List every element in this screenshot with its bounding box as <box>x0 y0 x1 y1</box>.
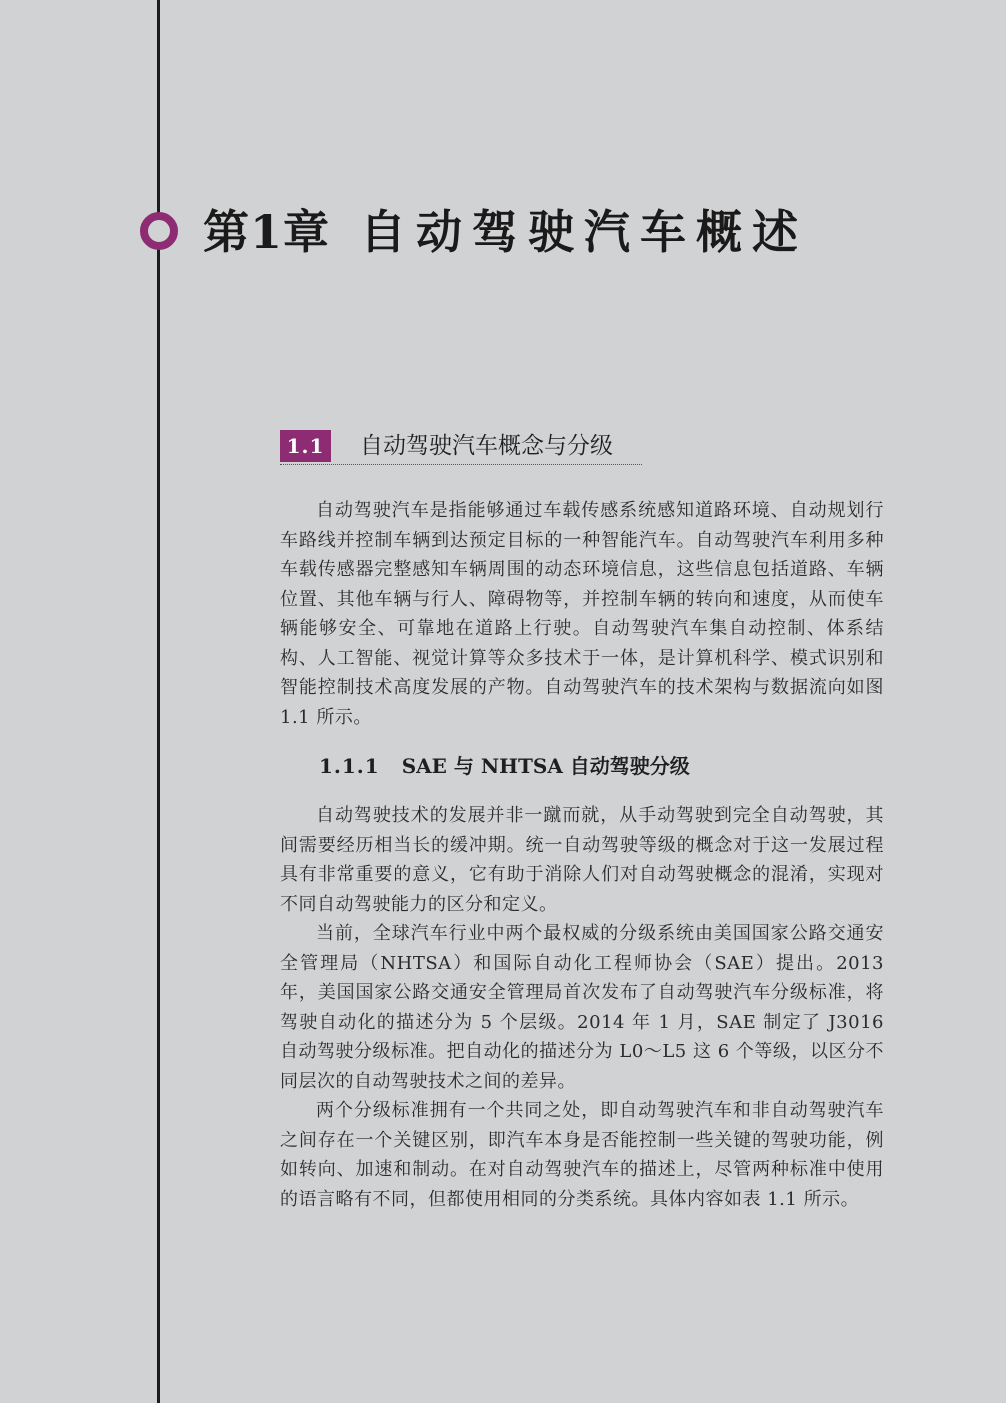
chapter-name: 自动驾驶汽车概述 <box>360 205 809 259</box>
section-number-badge: 1.1 <box>280 430 331 462</box>
body-paragraph-3: 两个分级标准拥有一个共同之处，即自动驾驶汽车和非自动驾驶汽车之间存在一个关键区别，即汽车本身是否能控制一些关键的驾驶功能，例如转向、加速和制动。在对自动驾驶汽车的描述上，尽管两种标准中使用的语言略有不同，但都使用相同的分类系统。具体内容如表 1.1 所示。 <box>280 1100 884 1210</box>
subsection-title: SAE 与 NHTSA 自动驾驶分级 <box>401 754 690 778</box>
chapter-number: 第1章 <box>203 205 331 259</box>
subsection-heading <box>319 750 690 782</box>
section-title: 自动驾驶汽车概念与分级 <box>360 433 613 459</box>
chapter-title <box>203 200 808 264</box>
body-paragraph-2: 当前，全球汽车行业中两个最权威的分级系统由美国国家公路交通安全管理局（NHTSA）和国际自动化工程师协会（SAE）提出。2013 年，美国国家公路交通安全管理局首次发布了自动驾驶汽车分级标准，将驾驶自动化的描述分为 5 个层级。2014 年 1 月，SAE 制定了 J3016 自动驾驶分级标准。把自动化的描述分为 L0～L5 这 6 个等级，以区分不同层次的自动驾驶技术之间的差异。 <box>280 923 884 1092</box>
body-paragraph-1: 自动驾驶技术的发展并非一蹴而就，从手动驾驶到完全自动驾驶，其间需要经历相当长的缓冲期。统一自动驾驶等级的概念对于这一发展过程具有非常重要的意义，它有助于消除人们对自动驾驶概念的混淆，实现对不同自动驾驶能力的区分和定义。 <box>280 805 884 915</box>
subsection-number: 1.1.1 <box>319 754 380 778</box>
section-heading <box>280 430 642 465</box>
intro-paragraph: 自动驾驶汽车是指能够通过车载传感系统感知道路环境、自动规划行车路线并控制车辆到达预定目标的一种智能汽车。自动驾驶汽车利用多种车载传感器完整感知车辆周围的动态环境信息，这些信息包括道路、车辆位置、其他车辆与行人、障碍物等，并控制车辆的转向和速度，从而使车辆能够安全、可靠地在道路上行驶。自动驾驶汽车集自动控制、体系结构、人工智能、视觉计算等众多技术于一体，是计算机科学、模式识别和智能控制技术高度发展的产物。自动驾驶汽车的技术架构与数据流向如图 1.1 所示。 <box>280 500 884 728</box>
chapter-ring-icon <box>140 212 178 250</box>
chapter-margin-line <box>157 0 160 1403</box>
